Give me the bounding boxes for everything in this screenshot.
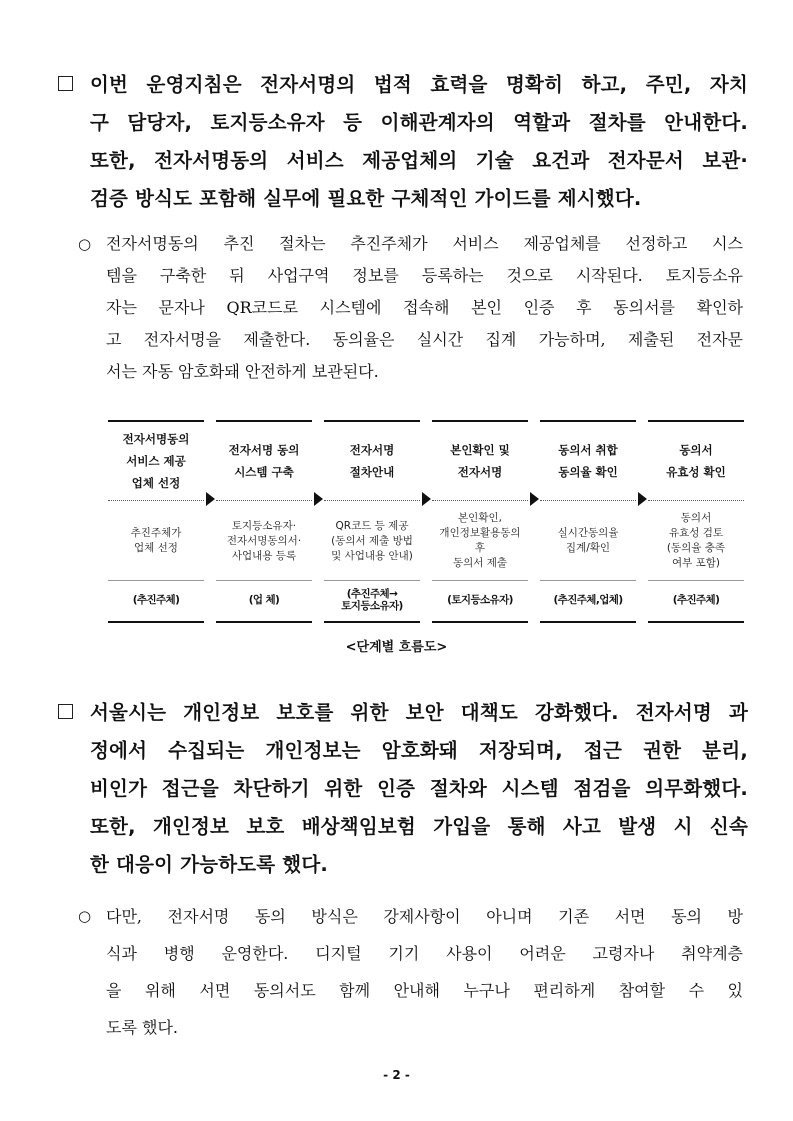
flow-step-title: 전자서명동의 서비스 제공 업체 선정 <box>122 432 190 490</box>
flow-step-title: 본인확인 및 전자서명 <box>450 443 510 479</box>
sub-line: 고 전자서명을 제출한다. 동의율은 실시간 집계 가능하며, 제출된 전자문 <box>106 330 743 349</box>
flow-step-actor: (토지등소유자) <box>447 594 513 606</box>
arrow-right-icon <box>530 492 539 506</box>
sub-line: 도록 했다. <box>106 1018 178 1037</box>
arrow-right-icon <box>638 492 647 506</box>
sub-line: 전자서명동의 추진 절차는 추진주체가 서비스 제공업체를 선정하고 시스 <box>106 234 743 253</box>
checkbox-square-icon <box>58 76 73 91</box>
section-1-line: 검증 방식도 포함해 실무에 필요한 구체적인 가이드를 제시했다. <box>90 187 642 210</box>
sub-line: 자는 문자나 QR코드로 시스템에 접속해 본인 인증 후 동의서를 확인하 <box>106 298 743 317</box>
flow-step-actor: (추진주체) <box>132 594 180 606</box>
sub-line: 서는 자동 암호화돼 안전하게 보관된다. <box>106 362 379 381</box>
section-2-paragraph <box>58 694 748 884</box>
flow-step-title: 전자서명 동의 시스템 구축 <box>228 443 300 479</box>
flow-step-description: 본인확인, 개인정보활용동의 후 동의서 제출 <box>439 512 521 569</box>
section-2-line: 서울시는 개인정보 보호를 위한 보안 대책도 강화했다. 전자서명 과 <box>90 701 748 724</box>
sub-line: 식과 병행 운영한다. 디지털 기기 사용이 어려운 고령자나 취약계층 <box>106 944 743 963</box>
flow-step-description: 실시간동의율 집계/확인 <box>557 527 619 554</box>
sub-line: 을 위해 서면 동의서도 함께 안내해 누구나 편리하게 참여할 수 있 <box>106 981 743 1000</box>
flow-step-description: 토지등소유자· 전자서명동의서· 사업내용 등록 <box>226 519 302 562</box>
arrow-right-icon <box>314 492 323 506</box>
flow-step-actor: (추진주체,업체) <box>553 594 623 606</box>
section-2-line: 한 대응이 가능하도록 했다. <box>90 853 328 876</box>
section-2-line: 정에서 수집되는 개인정보는 암호화돼 저장되며, 접근 권한 분리, <box>90 739 748 762</box>
arrow-right-icon <box>206 492 215 506</box>
flow-step-title: 동의서 유효성 확인 <box>666 443 726 479</box>
flow-step-description: 동의서 유효성 검토 (동의율 충족 여부 포함) <box>666 512 726 569</box>
diagram-caption: <단계별 흐름도> <box>345 640 448 655</box>
flow-step-2 <box>216 420 312 625</box>
flow-step-description: 추진주체가 업체 선정 <box>130 527 182 554</box>
flow-step-6 <box>648 420 744 625</box>
process-flow-diagram <box>108 420 730 625</box>
sub-line: 템을 구축한 뒤 사업구역 정보를 등록하는 것으로 시작된다. 토지등소유 <box>106 266 743 285</box>
checkbox-square-icon <box>58 704 73 719</box>
section-1-line: 구 담당자, 토지등소유자 등 이해관계자의 역할과 절차를 안내한다. <box>90 111 748 134</box>
flow-step-actor: (업 체) <box>248 594 280 606</box>
flow-step-title: 전자서명 절차안내 <box>349 443 395 479</box>
circle-bullet-icon: ○ <box>78 907 92 925</box>
flow-step-4 <box>432 420 528 625</box>
flow-step-1 <box>108 420 204 625</box>
flow-step-actor: (추진주체) <box>672 594 720 606</box>
flow-step-actor: (추진주체→ 토지등소유자) <box>341 588 403 612</box>
page-number: - 2 - <box>383 1068 410 1082</box>
flow-step-3 <box>324 420 420 625</box>
section-1-line: 또한, 전자서명동의 서비스 제공업체의 기술 요건과 전자문서 보관· <box>90 149 748 172</box>
section-2-line: 또한, 개인정보 보호 배상책임보험 가입을 통해 사고 발생 시 신속 <box>90 815 748 838</box>
section-1-paragraph <box>58 66 748 218</box>
flow-step-description: QR코드 등 제공 (동의서 제출 방법 및 사업내용 안내) <box>331 519 413 562</box>
section-2-line: 비인가 접근을 차단하기 위한 인증 절차와 시스템 점검을 의무화했다. <box>90 777 748 800</box>
arrow-right-icon <box>422 492 431 506</box>
flow-step-5 <box>540 420 636 625</box>
section-2-sub-paragraph <box>78 898 743 1046</box>
section-1-sub-paragraph <box>78 228 743 388</box>
sub-line: 다만, 전자서명 동의 방식은 강제사항이 아니며 기존 서면 동의 방 <box>106 907 743 926</box>
flow-step-title: 동의서 취합 동의율 확인 <box>558 443 618 479</box>
section-1-line: 이번 운영지침은 전자서명의 법적 효력을 명확히 하고, 주민, 자치 <box>90 73 748 96</box>
circle-bullet-icon: ○ <box>78 235 92 253</box>
